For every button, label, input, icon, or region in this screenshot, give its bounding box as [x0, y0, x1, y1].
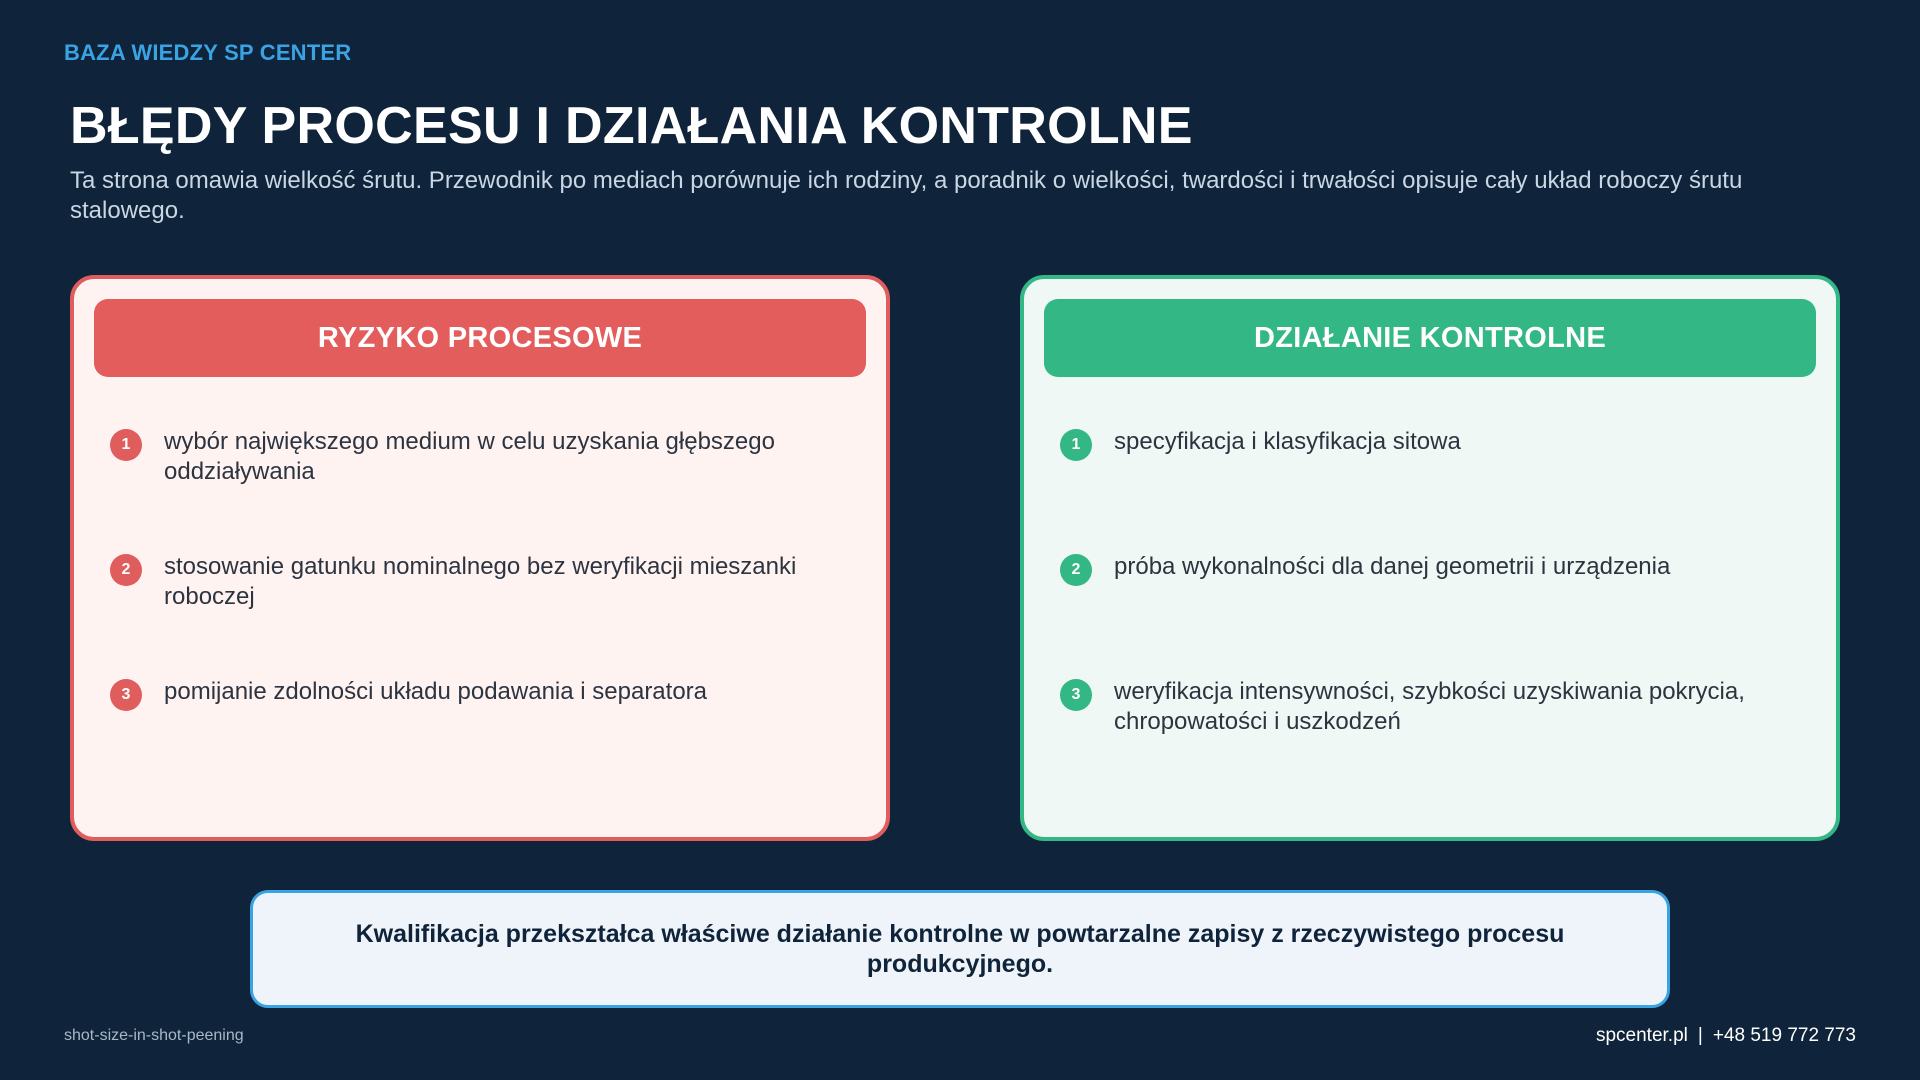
- list-item: [110, 552, 850, 677]
- process-risk-card: [70, 275, 890, 841]
- control-action-card: [1020, 275, 1840, 841]
- page-subtitle: Ta strona omawia wielkość śrutu. Przewodnik po mediach porównuje ich rodziny, a poradnik o wielkości, twardości i trwałości opisuje cały układ roboczy śrutu stalowego.: [70, 167, 1743, 224]
- list-item: [1060, 677, 1800, 802]
- list-item-text: stosowanie gatunku nominalnego bez weryfikacji mieszanki roboczej: [164, 553, 797, 610]
- list-item: [1060, 427, 1800, 552]
- control-action-list: [1060, 427, 1800, 802]
- page-title: BŁĘDY PROCESU I DZIAŁANIA KONTROLNE: [70, 97, 1193, 155]
- number-badge: 2: [1060, 554, 1092, 586]
- number-badge: 1: [1060, 429, 1092, 461]
- list-item-text: próba wykonalności dla danej geometrii i urządzenia: [1114, 553, 1671, 580]
- process-risk-header: RYZYKO PROCESOWE: [94, 299, 866, 377]
- phone-number[interactable]: +48 519 772 773: [1712, 1025, 1856, 1046]
- summary-box: [250, 890, 1670, 1008]
- list-item-text: wybór największego medium w celu uzyskania głębszego oddziaływania: [164, 428, 775, 485]
- contact-info: [1596, 1025, 1856, 1047]
- list-item: [1060, 552, 1800, 677]
- control-action-header: DZIAŁANIE KONTROLNE: [1044, 299, 1816, 377]
- list-item: [110, 677, 850, 802]
- list-item-text: specyfikacja i klasyfikacja sitowa: [1114, 428, 1461, 455]
- list-item-text: pomijanie zdolności układu podawania i separatora: [164, 678, 708, 705]
- brand-label: BAZA WIEDZY SP CENTER: [64, 40, 352, 65]
- number-badge: 3: [110, 679, 142, 711]
- number-badge: 1: [110, 429, 142, 461]
- list-item: [110, 427, 850, 552]
- number-badge: 3: [1060, 679, 1092, 711]
- number-badge: 2: [110, 554, 142, 586]
- footer-separator: |: [1697, 1025, 1703, 1046]
- process-risk-list: [110, 427, 850, 802]
- page-slug: shot-size-in-shot-peening: [64, 1027, 244, 1044]
- list-item-text: weryfikacja intensywności, szybkości uzyskiwania pokrycia, chropowatości i uszkodzeń: [1114, 678, 1745, 735]
- summary-text: Kwalifikacja przekształca właściwe działanie kontrolne w powtarzalne zapisy z rzeczywistego procesu produkcyjnego.: [355, 920, 1565, 978]
- website-link[interactable]: spcenter.pl: [1595, 1025, 1688, 1046]
